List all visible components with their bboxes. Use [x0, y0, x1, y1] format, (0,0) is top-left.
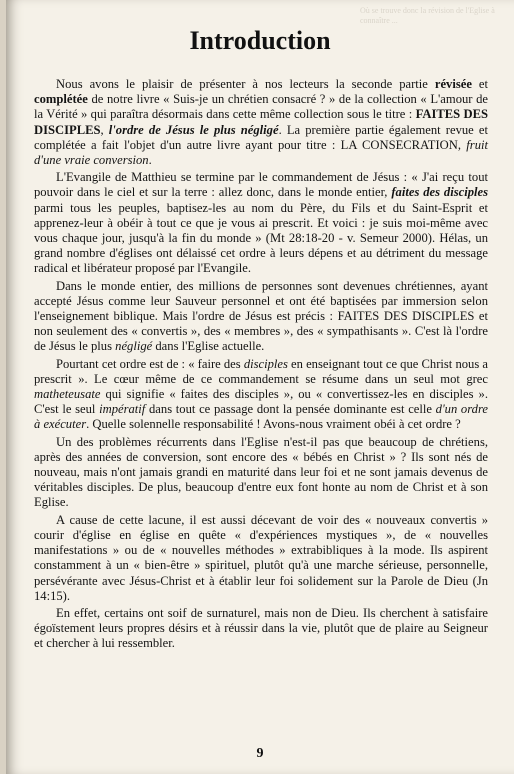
paragraph: [34, 170, 488, 276]
text-run: A cause de cette lacune, il est aussi décevant de voir des « nouveaux convertis » courir d'église en église en quête « d'expériences mystiques », de « nouvelles manifestations » ou de « nouvelles méthodes » extrabibliques à la mode. Ils aspirent constamment à un « bien-être » spirituel, plutôt qu'à une marche sérieuse, personnelle, persévérante avec Jésus-Christ et à établir leur foi solidement sur la Parole de Dieu (Jn 14:15).: [34, 512, 488, 603]
text-run: Nous avons le plaisir de présenter à nos lecteurs la seconde partie: [56, 77, 435, 91]
book-page: [6, 0, 514, 774]
text-run: d'un ordre à exécuter: [34, 402, 488, 432]
paragraph: [34, 357, 488, 433]
text-run: dans tout ce passage dont la pensée dominante est celle: [145, 402, 436, 417]
text-run: FAITES DES DISCIPLES: [34, 107, 488, 137]
text-run: complétée: [34, 92, 88, 107]
text-run: L'Evangile de Matthieu se termine par le commandement de Jésus : « J'ai reçu tout pouvoir dans le ciel et sur la terre : allez donc, dans le monde entier,: [34, 170, 488, 200]
paragraph: [34, 77, 488, 168]
paragraph: [34, 435, 488, 511]
text-run: Un des problèmes récurrents dans l'Eglise n'est-il pas que beaucoup de chrétiens, après des années de conversion, sont encore des « bébés en Christ » ? Ils sont nés de nouveau, mais n'ont jamais grandi en maturité dans leur foi et ne sont jamais devenus de véritables disciples. De plus, beaucoup d'entre eux font honte au nom de Christ et à son Eglise.: [34, 434, 488, 510]
text-run: faites des disciples: [391, 185, 489, 200]
paragraph: [34, 606, 488, 652]
text-run: . Quelle solennelle responsabilité ! Avons-nous vraiment obéi à cet ordre ?: [86, 417, 461, 432]
text-run: . La première partie également revue et complétée a fait l'objet d'un autre livre ayant pour titre : LA CONSECRATION,: [34, 122, 488, 152]
text-run: parmi tous les peuples, baptisez-les au nom du Père, du Fils et du Saint-Esprit et apprenez-leur à obéir à tout ce que je vous ai prescrit. Et voici : je suis moi-même avec vous chaque jour, jusqu'à la fin du monde » (Mt 28:18-20 - v. Semeur 2000). Hélas, un grand nombre d'églises ont délaissé cet ordre à leurs dépens et au détriment du message radical et libérateur proposé par l'Evangile.: [34, 200, 488, 276]
text-run: ,: [100, 122, 109, 137]
paragraph: [34, 513, 488, 604]
text-run: Pourtant cet ordre est de : « faire des: [56, 356, 244, 371]
text-run: impératif: [99, 402, 146, 417]
bleed-through-text: Où se trouve donc la révision de l'Eglise à connaître ...: [360, 6, 495, 25]
text-run: disciples: [243, 356, 288, 371]
text-run: qui signifie « faites des disciples », ou « convertissez-les en disciples ». C'est le seul: [34, 387, 488, 417]
page-number: 9: [256, 746, 264, 761]
text-run: En effet, certains ont soif de surnaturel, mais non de Dieu. Ils cherchent à satisfaire égoïstement leurs propres désirs et à réussir dans la vie, plutôt que de plaire au Seigneur et chercher à lui ressembler.: [34, 605, 488, 651]
page-title: Introduction: [189, 26, 331, 55]
text-run: matheteusate: [34, 387, 101, 402]
text-run: négligé: [115, 339, 153, 354]
text-run: l'ordre de Jésus le plus négligé: [108, 122, 279, 137]
paragraph: [34, 279, 488, 355]
text-run: et: [471, 77, 488, 91]
text-run: en enseignant tout ce que Christ nous a prescrit ». Le cœur même de ce commandement se résume dans un seul mot grec: [34, 356, 488, 386]
text-run: révisée: [434, 77, 472, 91]
text-run: .: [148, 153, 152, 168]
body-text: [34, 77, 488, 654]
text-run: dans l'Eglise actuelle.: [152, 339, 265, 354]
text-run: fruit d'une vraie conversion: [34, 137, 488, 168]
text-run: de notre livre « Suis-je un chrétien consacré ? » de la collection « L'amour de la Vérité » qui paraîtra désormais dans cette même collection sous le titre :: [34, 92, 488, 122]
text-run: Dans le monde entier, des millions de personnes sont devenues chrétiennes, ayant accepté Jésus comme leur Sauveur personnel et ont été baptisées par immersion selon l'enseignement biblique. Mais l'ordre de Jésus est précis : FAITES DES DISCIPLES et non seulement des « convertis », des « membres », des « sympathisants ». C'est là l'ordre de Jésus le plus: [34, 278, 488, 354]
